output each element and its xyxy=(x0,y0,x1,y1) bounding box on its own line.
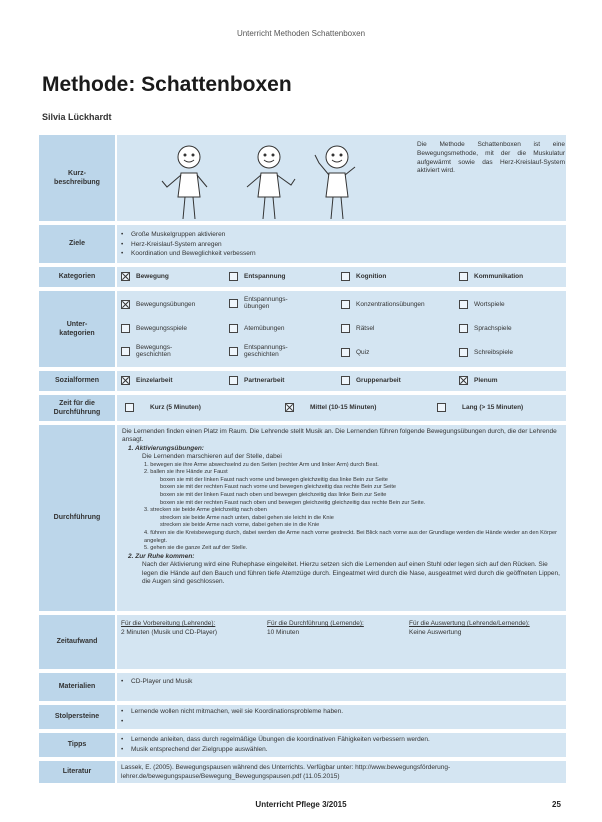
option-label: Plenum xyxy=(474,377,498,384)
footer-journal: Unterricht Pflege 3/2015 xyxy=(255,800,347,809)
zeitaufwand-value: Keine Auswertung xyxy=(409,629,462,636)
checkbox-wortspiele[interactable] xyxy=(459,300,468,309)
durchfuehrung-paragraph: Nach der Aktivierung wird eine Ruhephase eingeleitet. Hierzu setzen sich die Lernenden auf einen Stuhl oder legen sich auf den Rücken. Sie legen die Hände auf den Bauch und führen tiefe Atemzüge durch. Eingeatmet wird durch die Nase, ausgeatmet wird durch die geöffneten Lippen, die Augen sind geschlossen. xyxy=(142,561,560,585)
step-item: boxen sie mit der linken Faust nach oben und bewegen gleichzeitig das linke Bein zur Seite xyxy=(160,492,387,498)
section-heading: 2. Zur Ruhe kommen: xyxy=(128,552,195,560)
row-kurzbeschreibung xyxy=(39,135,566,221)
checkbox-sprachspiele[interactable] xyxy=(459,324,468,333)
checkbox-partnerarbeit[interactable] xyxy=(229,376,238,385)
option-label: Mittel (10-15 Minuten) xyxy=(310,404,377,411)
page-title: Methode: Schattenboxen xyxy=(42,73,292,96)
option-label: Bewegungsübungen xyxy=(136,301,196,308)
tipps-item: • Musik entsprechend der Zielgruppe auswählen. xyxy=(131,745,566,755)
label-unterkategorien: Unter- kategorien xyxy=(39,291,115,367)
checkbox-atemuebungen[interactable] xyxy=(229,324,238,333)
zeitaufwand-heading: Für die Durchführung (Lernende): xyxy=(267,620,364,627)
row-zeitaufwand xyxy=(39,615,566,669)
option-label: Kommunikation xyxy=(474,273,524,280)
option-label: Kurz (5 Minuten) xyxy=(150,404,201,411)
materialien-item: • CD-Player und Musik xyxy=(131,677,566,687)
checkbox-bewegungsspiele[interactable] xyxy=(121,324,130,333)
label-ziele: Ziele xyxy=(39,225,115,263)
checkbox-konzentrationsuebungen[interactable] xyxy=(341,300,350,309)
author: Silvia Lückhardt xyxy=(42,112,112,122)
section-heading: 1. Aktivierungsübungen: xyxy=(128,444,204,452)
option-label: Entspannung xyxy=(244,273,286,280)
zeitaufwand-value: 2 Minuten (Musik und CD-Player) xyxy=(121,629,218,636)
label-durchfuehrung: Durchführung xyxy=(39,425,115,611)
row-zeit xyxy=(39,395,566,421)
row-literatur xyxy=(39,761,566,783)
label-zeit: Zeit für die Durchführung xyxy=(39,395,115,421)
option-label: Bewegung xyxy=(136,273,169,280)
tipps-item: • Lernende anleiten, dass durch regelmäßige Übungen die koordinativen Fähigkeiten verbessern werden. xyxy=(131,735,566,745)
row-durchfuehrung xyxy=(39,425,566,611)
step-item: 2. ballen sie ihre Hände zur Faust xyxy=(144,469,228,476)
label-materialien: Materialien xyxy=(39,673,115,701)
label-kurzbeschreibung: Kurz- beschreibung xyxy=(39,135,115,221)
step-item: boxen sie mit der linken Faust nach vorne und bewegen gleichzeitig das linke Bein zur Seite xyxy=(160,476,388,483)
checkbox-quiz[interactable] xyxy=(341,348,350,357)
row-tipps xyxy=(39,733,566,757)
step-item: boxen sie mit der rechten Faust nach oben und bewegen gleichzeitig gleichzeitig das rechte Bein zur Seite. xyxy=(160,499,426,506)
stolpersteine-item: • Lernende wollen nicht mitmachen, weil sie Koordinationsprobleme haben. xyxy=(131,707,566,717)
option-label: Bewegungs- geschichten xyxy=(136,344,173,358)
step-item: 1. bewegen sie ihre Arme abwechselnd zu den Seiten (rechter Arm und linker Arm) durch Beat. xyxy=(144,461,379,468)
cell-kurzbeschreibung xyxy=(117,135,566,221)
durchfuehrung-intro: Die Lernenden finden einen Platz im Raum. Die Lehrende stellt Musik an. Die Lernenden führen folgende Bewegungsübungen durch, die der Lehrende ansagt. xyxy=(122,428,557,444)
step-item: strecken sie beide Arme nach unten, dabei gehen sie leicht in die Knie xyxy=(160,514,334,521)
option-label: Kognition xyxy=(356,273,387,280)
checkbox-kurz[interactable] xyxy=(125,403,134,412)
option-label: Entspannungs- übungen xyxy=(244,296,288,310)
checkbox-mittel[interactable] xyxy=(285,403,294,412)
row-unterkategorien xyxy=(39,291,566,367)
ziele-item: • Herz-Kreislauf-System anregen xyxy=(131,240,566,250)
checkbox-gruppenarbeit[interactable] xyxy=(341,376,350,385)
ziele-item: • Koordination und Beweglichkeit verbessern xyxy=(131,249,566,259)
kurzbeschreibung-text: Die Methode Schattenboxen ist eine Bewegungsmethode, mit der die Muskulatur aufgewärmt sowie das Herz-Kreislauf-System aktiviert wird. xyxy=(417,141,565,175)
row-sozialformen xyxy=(39,371,566,391)
label-sozialformen: Sozialformen xyxy=(39,371,115,391)
option-label: Gruppenarbeit xyxy=(356,377,401,384)
step-item: 4. führen sie die Kreisbewegung durch, dabei werden die Arme nach vorne gestreckt. Bei Blick nach vorne aus der Grundlage werden die Hände wieder an den Körper angelegt. xyxy=(144,529,557,544)
step-item: 3. strecken sie beide Arme gleichzeitig nach oben xyxy=(144,507,267,514)
checkbox-kommunikation[interactable] xyxy=(459,272,468,281)
step-item: 5. gehen sie die ganze Zeit auf der Stelle. xyxy=(144,545,248,552)
option-label: Rätsel xyxy=(356,325,375,332)
checkbox-bewegungsuebungen[interactable] xyxy=(121,300,130,309)
step-item: boxen sie mit der rechten Faust nach vorne und bewegen gleichzeitig das rechte Bein zur Seite xyxy=(160,484,397,491)
row-materialien xyxy=(39,673,566,701)
page-number: 25 xyxy=(552,800,561,809)
literatur-text: Lassek, E. (2005). Bewegungspausen während des Unterrichts. Verfügbar unter: http://www.bewegungsförderung-lehrer.de/bewegungspause/Bewegung_Bewegungspausen.pdf (11.05.2015) xyxy=(121,764,451,780)
row-stolpersteine xyxy=(39,705,566,729)
option-label: Wortspiele xyxy=(474,301,505,308)
option-label: Bewegungsspiele xyxy=(136,325,187,332)
checkbox-entspannungsuebungen[interactable] xyxy=(229,299,238,308)
ziele-item: • Große Muskelgruppen aktivieren xyxy=(131,230,566,240)
zeitaufwand-value: 10 Minuten xyxy=(267,629,300,636)
option-label: Entspannungs- geschichten xyxy=(244,344,288,358)
zeitaufwand-heading: Für die Vorbereitung (Lehrende): xyxy=(121,620,216,627)
row-kategorien xyxy=(39,267,566,287)
label-kategorien: Kategorien xyxy=(39,267,115,287)
option-label: Einzelarbeit xyxy=(136,377,173,384)
checkbox-lang[interactable] xyxy=(437,403,446,412)
durchfuehrung-paragraph: Die Lernenden marschieren auf der Stelle, dabei xyxy=(142,453,282,461)
option-label: Lang (> 15 Minuten) xyxy=(462,404,524,411)
option-label: Quiz xyxy=(356,349,370,356)
label-zeitaufwand: Zeitaufwand xyxy=(39,615,115,669)
option-label: Partnerarbeit xyxy=(244,377,285,384)
option-label: Schreibspiele xyxy=(474,349,514,356)
stick-figures-illustration xyxy=(159,141,359,219)
checkbox-kognition[interactable] xyxy=(341,272,350,281)
label-stolpersteine: Stolpersteine xyxy=(39,705,115,729)
label-literatur: Literatur xyxy=(39,761,115,783)
zeitaufwand-heading: Für die Auswertung (Lehrende/Lernende): xyxy=(409,620,530,627)
option-label: Sprachspiele xyxy=(474,325,512,332)
option-label: Konzentrationsübungen xyxy=(356,301,425,308)
running-header: Unterricht Methoden Schattenboxen xyxy=(236,29,366,38)
checkbox-schreibspiele[interactable] xyxy=(459,348,468,357)
label-tipps: Tipps xyxy=(39,733,115,757)
checkbox-entspannung[interactable] xyxy=(229,272,238,281)
option-label: Atemübungen xyxy=(244,325,285,332)
checkbox-bewegungsgeschichten[interactable] xyxy=(121,347,130,356)
checkbox-entspannungsgeschichten[interactable] xyxy=(229,347,238,356)
row-ziele xyxy=(39,225,566,263)
step-item: strecken sie beide Arme nach vorne, dabei gehen sie in die Knie xyxy=(160,522,320,529)
checkbox-plenum[interactable] xyxy=(459,376,468,385)
checkbox-bewegung[interactable] xyxy=(121,272,130,281)
checkbox-raetsel[interactable] xyxy=(341,324,350,333)
checkbox-einzelarbeit[interactable] xyxy=(121,376,130,385)
